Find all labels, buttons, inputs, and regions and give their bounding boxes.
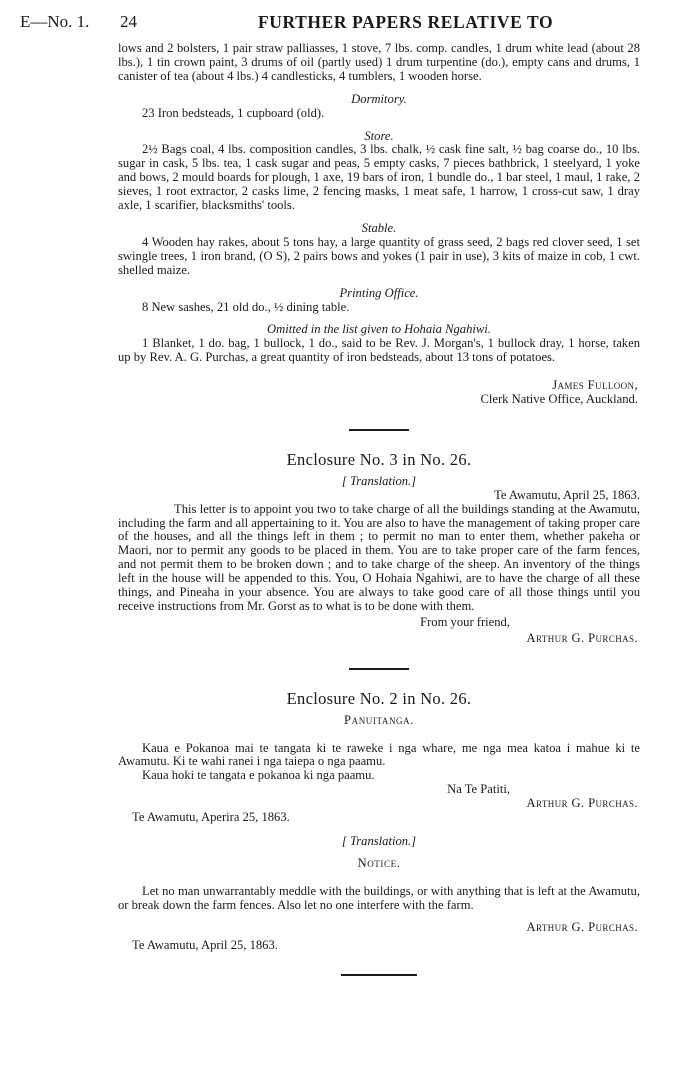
- maori-notice-paragraph-2: Kaua hoki te tangata e pokanoa ki nga paamu.: [142, 768, 375, 783]
- enclosure-3-translation-label: [ Translation.]: [341, 473, 417, 488]
- section-divider: [349, 429, 409, 431]
- enclosure-2-panuitanga: Panuitanga.: [343, 712, 415, 727]
- enclosure-3-closing: From your friend,: [420, 614, 510, 629]
- english-notice-paragraph: Let no man unwarrantably meddle with the buildings, or with anything that is left at the Awamutu, or break down the farm fences. Also let no one interfere with the farm.: [118, 883, 640, 912]
- page-body: [118, 42, 640, 976]
- dormitory-heading: Dormitory.: [351, 91, 407, 106]
- running-title: FURTHER PAPERS RELATIVE TO: [258, 12, 554, 32]
- page-number: 24: [120, 12, 137, 31]
- omitted-list: 1 Blanket, 1 do. bag, 1 bullock, 1 do., said to be Rev. J. Morgan's, 1 bullock dray, 1 horse, taken up by Rev. A. G. Purchas, a great quantity of iron bedsteads, about 13 tons of potatoes.: [118, 336, 640, 365]
- stable-list: 4 Wooden hay rakes, about 5 tons hay, a large quantity of grass seed, 2 bags red clover seed, 1 set swingle trees, 1 iron brand, (O S), 2 pairs bows and yokes (1 pair in use), 3 kits of maize in cob, 1 cwt. shelled maize.: [118, 234, 640, 277]
- maori-notice-place-date: Te Awamutu, Aperira 25, 1863.: [132, 810, 290, 825]
- signature-fulloon: James Fulloon,: [552, 378, 638, 393]
- omitted-heading: Omitted in the list given to Hohaia Ngahiwi.: [267, 322, 491, 337]
- continued-paragraph: lows and 2 bolsters, 1 pair straw palliasses, 1 stove, 7 lbs. comp. candles, 1 drum white lead (about 28 lbs.), 1 tin crown paint, 3 drums of oil (partly used) 1 drum turpentine (do.), empty cans and drums, 1 canister of tea (about 4 lbs.) 4 candlesticks, 4 tumblers, 1 wooden horse.: [118, 41, 640, 83]
- enclosure-3-signature: Arthur G. Purchas.: [526, 630, 638, 645]
- section-divider: [349, 668, 409, 670]
- dormitory-list: 23 Iron bedsteads, 1 cupboard (old).: [142, 105, 325, 120]
- maori-notice-from: Na Te Patiti,: [447, 782, 510, 797]
- signature-fulloon-title: Clerk Native Office, Auckland.: [480, 392, 638, 407]
- english-notice-place-date: Te Awamutu, April 25, 1863.: [132, 937, 278, 952]
- closing-divider: [341, 974, 417, 976]
- maori-notice-paragraph-1: Kaua e Pokanoa mai te tangata ki te raweke i nga whare, me nga mea katoa i mahue ki te Awamutu. Ki te wahi ranei i nga taiepa o nga paamu.: [118, 740, 640, 769]
- enclosure-2-heading: Enclosure No. 2 in No. 26.: [286, 688, 472, 708]
- english-notice-signature: Arthur G. Purchas.: [526, 919, 638, 934]
- store-heading: Store.: [364, 128, 394, 143]
- enclosure-3-dateline: Te Awamutu, April 25, 1863.: [494, 487, 640, 502]
- page-header: [0, 12, 700, 36]
- maori-notice-signature: Arthur G. Purchas.: [526, 796, 638, 811]
- printing-office-list: 8 New sashes, 21 old do., ½ dining table.: [142, 299, 350, 314]
- stable-heading: Stable.: [361, 220, 397, 235]
- enclosure-3-heading: Enclosure No. 3 in No. 26.: [286, 449, 472, 469]
- enclosure-2-notice-heading: Notice.: [357, 855, 401, 870]
- enclosure-3-letter-body: This letter is to appoint you two to take charge of all the buildings standing at the Awamutu, including the farm and all appertaining to it. You are also to have the management of taking proper care of the houses, and all the things left in them ; to permit no man to enter them, whether pakeha or Maori, nor to permit any goods to be placed in them. You are to take proper care of the farm fences, and not permit them to be broken down ; and to take charge of the sheep. An inventory of the things left in the house will be appended to this. You, O Hohaia Ngahiwi, are to have the charge of all these things, and Pineaha in your absence. You are always to take good care of all those things until you receive instructions from Mr. Gorst as to what is to be done with them.: [118, 501, 640, 613]
- store-list: 2½ Bags coal, 4 lbs. composition candles, 3 lbs. chalk, ½ cask fine salt, ½ bag coarse do., 10 lbs. sugar in cask, 5 lbs. tea, 1 cask sugar and peas, 5 empty casks, 7 pieces bathbrick, 1 steelyard, 1 yoke and bows, 2 mould boards for plough, 1 axe, 19 bars of iron, 1 bundle do., 1 bar steel, 1 maul, 1 rake, 2 sieves, 1 root extractor, 2 casks lime, 2 fencing masks, 1 meat safe, 1 harrow, 1 cross-cut saw, 1 dray axle, 1 scarifier, blacksmiths' tools.: [118, 142, 640, 213]
- enclosure-2-translation-label: [ Translation.]: [341, 833, 417, 848]
- parliamentary-ref: E—No. 1.: [20, 12, 90, 31]
- printing-office-heading: Printing Office.: [339, 285, 419, 300]
